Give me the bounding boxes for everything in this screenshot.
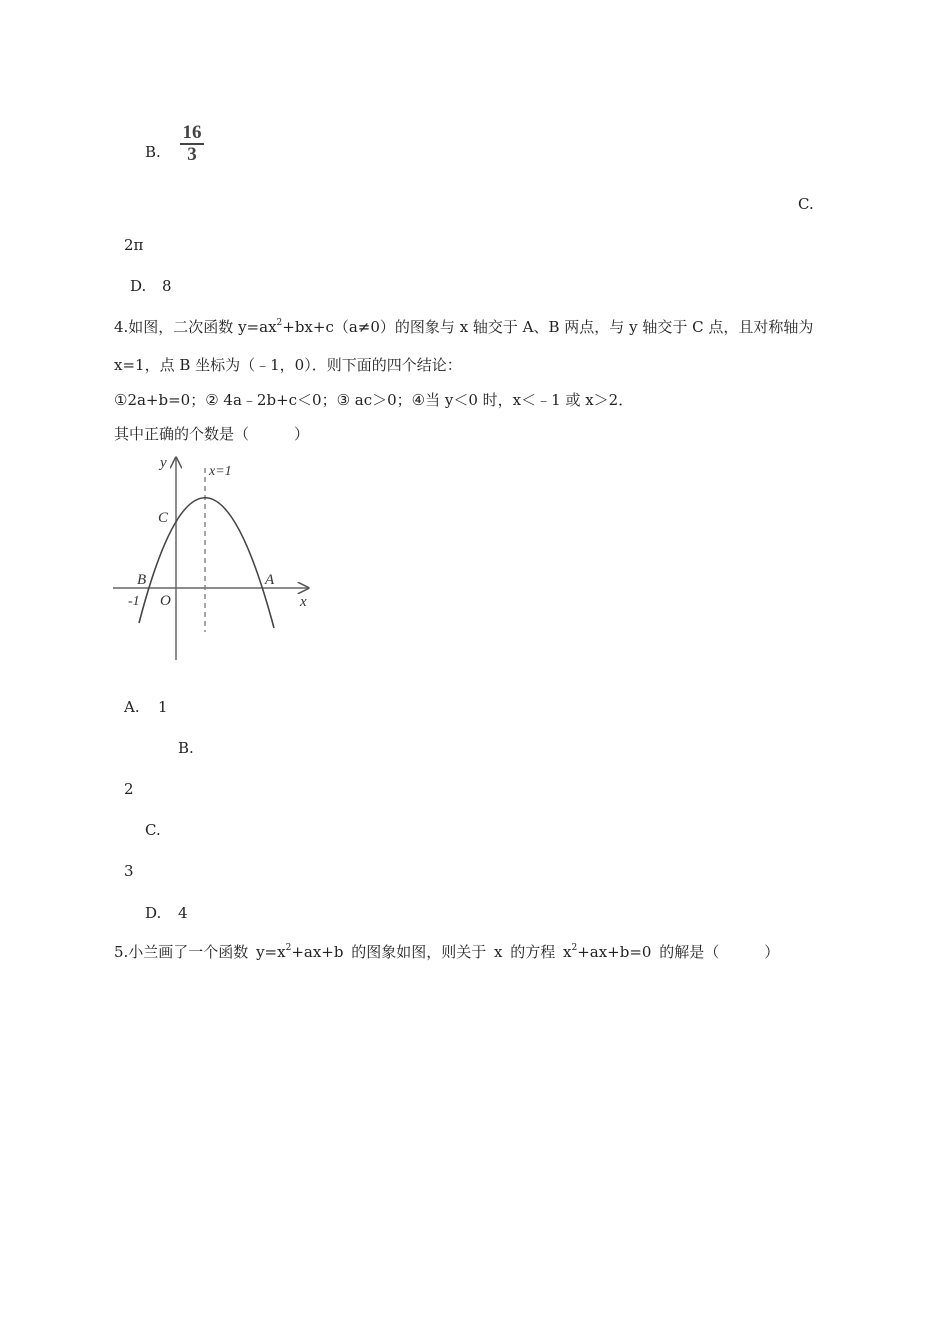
q3-option-b-fraction <box>180 124 204 164</box>
q4-option-a-value: 1 <box>158 698 168 716</box>
q3-option-d-label: D. <box>130 277 147 295</box>
point-a-label: A <box>265 572 275 588</box>
q4-stem-text-a: 4.如图，二次函数 y=ax <box>114 318 277 336</box>
fraction-numerator: 16 <box>182 122 202 143</box>
q3-option-d-value: 8 <box>162 277 172 295</box>
point-b-label: B <box>137 572 147 588</box>
q4-stem-line-1 <box>114 313 813 337</box>
q5-text-a: 5.小兰画了一个函数 y=x <box>114 943 286 961</box>
q4-stem-text-b: +bx+c（a≠0）的图象与 x 轴交于 A、B 两点，与 y 轴交于 C 点，且对称轴为 <box>282 318 814 336</box>
q4-option-c-value: 3 <box>124 862 134 880</box>
x-axis-label: x <box>300 594 307 610</box>
q4-option-d-label: D. <box>145 904 162 922</box>
q3-option-c-label: C. <box>798 195 814 213</box>
q4-stem-superscript: 2 <box>276 318 283 328</box>
q4-conclusions: ①2a+b=0；② 4a﹣2b+c＜0；③ ac＞0；④当 y＜0 时，x＜﹣1 或 x＞2． <box>114 391 634 409</box>
q3-option-c-value: 2π <box>124 236 144 254</box>
symmetry-label: x=1 <box>209 464 232 479</box>
q3-option-b-label: B. <box>145 143 161 161</box>
q5-superscript-1: 2 <box>285 943 292 953</box>
q4-option-a-label: A. <box>124 698 140 716</box>
y-axis-label: y <box>160 455 167 471</box>
q4-stem-line-2: x=1，点 B 坐标为（﹣1，0）．则下面的四个结论： <box>114 356 462 374</box>
q4-option-b-label: B. <box>178 739 194 757</box>
q5-superscript-2: 2 <box>571 943 578 953</box>
q4-option-b-value: 2 <box>124 780 134 798</box>
q5-stem <box>114 938 779 962</box>
neg-one-label: -1 <box>128 594 140 609</box>
fraction-denominator: 3 <box>187 144 197 165</box>
point-c-label: C <box>158 510 169 526</box>
q5-text-b: +ax+b 的图象如图，则关于 x 的方程 x <box>291 943 572 961</box>
q4-option-d-value: 4 <box>178 904 188 922</box>
q4-parabola-figure <box>108 450 318 665</box>
q4-question: 其中正确的个数是（ ） <box>114 425 310 443</box>
q5-text-c: +ax+b=0 的解是（ ） <box>577 943 780 961</box>
q4-option-c-label: C. <box>145 821 161 839</box>
origin-label: O <box>160 593 171 609</box>
